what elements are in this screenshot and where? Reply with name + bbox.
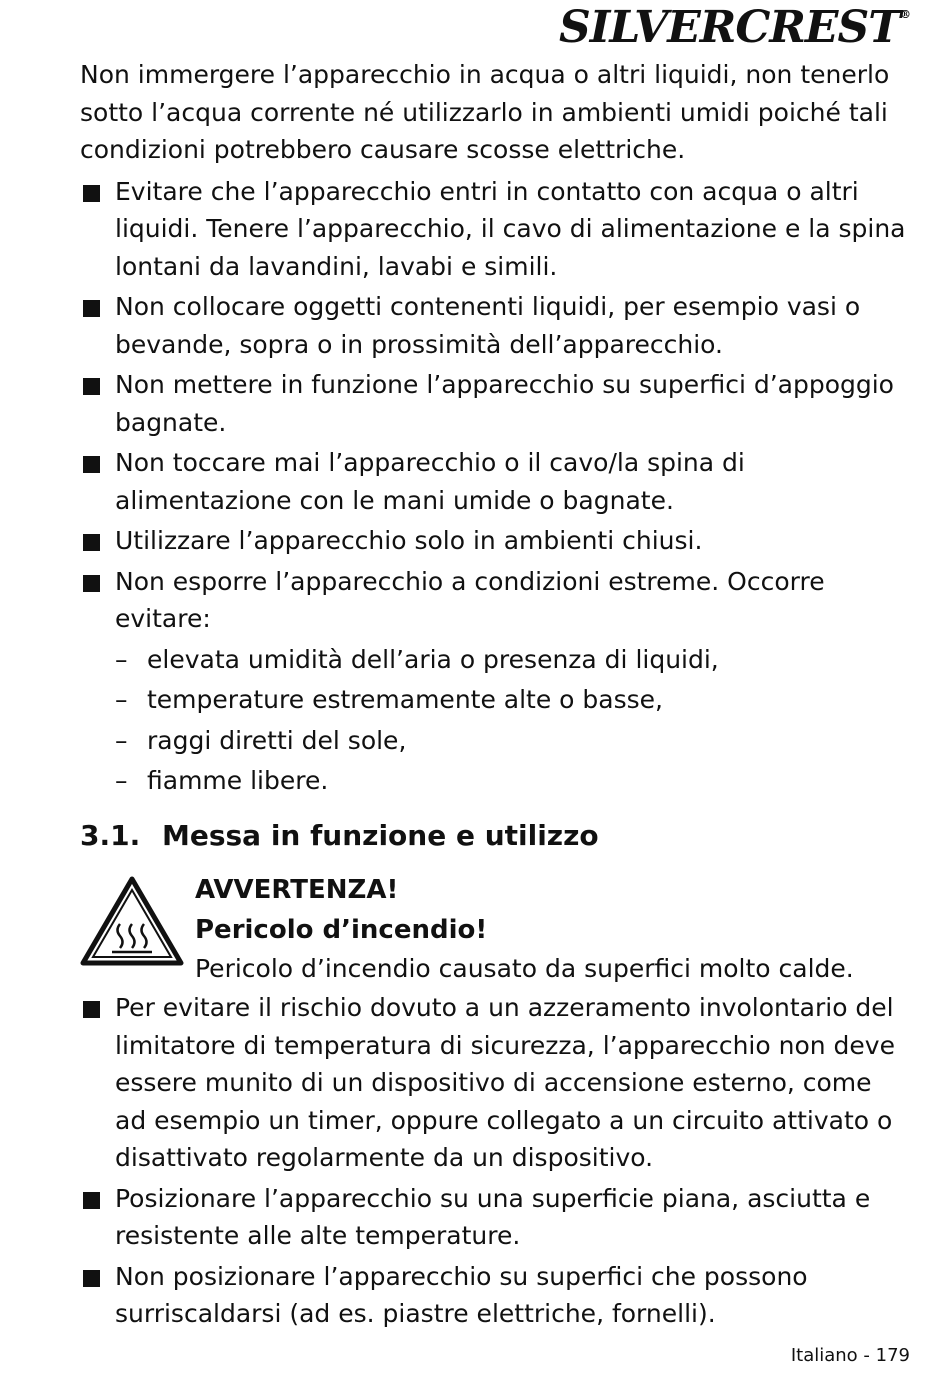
square-bullet-icon	[83, 1001, 100, 1018]
bullet-list-operation	[80, 989, 910, 1333]
list-item-text: Non posizionare l’apparecchio su superfici che possono surriscaldarsi (ad es. piastre elettriche, fornelli).	[115, 1261, 808, 1328]
list-item-text: Posizionare l’apparecchio su una superficie piana, asciutta e resistente alle alte temperature.	[115, 1183, 871, 1250]
square-bullet-icon	[83, 575, 100, 592]
square-bullet-icon	[83, 1192, 100, 1209]
list-item	[80, 173, 910, 286]
list-item	[80, 522, 910, 560]
dash-marker: –	[115, 766, 128, 795]
list-item-text: Non toccare mai l’apparecchio o il cavo/la spina di alimentazione con le mani umide o bagnate.	[115, 448, 745, 515]
list-item	[80, 1258, 910, 1333]
dash-item-text: fiamme libere.	[147, 766, 329, 795]
list-item-text: Non collocare oggetti contenenti liquidi, per esempio vasi o bevande, sopra o in prossimità dell’apparecchio.	[115, 292, 861, 359]
warning-title: AVVERTENZA!	[195, 874, 399, 905]
warning-text: Pericolo d’incendio causato da superfici molto calde.	[195, 953, 854, 983]
square-bullet-icon	[83, 378, 100, 395]
square-bullet-icon	[83, 1270, 100, 1287]
dash-marker: –	[115, 685, 128, 714]
list-item	[80, 288, 910, 363]
warning-subtitle: Pericolo d’incendio!	[195, 914, 488, 945]
dash-item	[80, 681, 910, 719]
dash-list-conditions	[80, 641, 910, 800]
section-number: 3.1.	[80, 818, 141, 852]
dash-item-text: elevata umidità dell’aria o presenza di liquidi,	[147, 644, 719, 674]
list-item-text: Evitare che l’apparecchio entri in contatto con acqua o altri liquidi. Tenere l’apparecchio, il cavo di alimentazione e la spina lontani da lavandini, lavabi e simili.	[115, 176, 906, 281]
section-heading	[80, 816, 910, 856]
intro-paragraph: Non immergere l’apparecchio in acqua o altri liquidi, non tenerlo sotto l’acqua corrente né utilizzarlo in ambienti umidi poiché tali condizioni potrebbero causare scosse elettriche.	[80, 60, 890, 164]
brand-logo-text: SILVERCREST	[559, 2, 900, 53]
list-item	[80, 1180, 910, 1255]
hot-surface-warning-icon	[80, 876, 184, 966]
dash-item	[80, 762, 910, 800]
square-bullet-icon	[83, 534, 100, 551]
brand-logo	[559, 2, 910, 53]
list-item-text: Non esporre l’apparecchio a condizioni estreme. Occorre evitare:	[115, 566, 825, 633]
list-item	[80, 444, 910, 519]
bullet-list-safety	[80, 173, 910, 638]
dash-marker: –	[115, 644, 128, 674]
warning-block	[80, 870, 910, 988]
list-item	[80, 989, 910, 1177]
dash-item	[80, 722, 910, 760]
dash-item	[80, 641, 910, 679]
page-footer: Italiano - 179	[790, 1345, 910, 1366]
registered-mark: ®	[900, 8, 910, 21]
dash-item-text: raggi diretti del sole,	[147, 725, 407, 755]
dash-item-text: temperature estremamente alte o basse,	[147, 685, 663, 714]
list-item	[80, 563, 910, 638]
dash-marker: –	[115, 725, 128, 755]
list-item-text: Utilizzare l’apparecchio solo in ambienti chiusi.	[115, 526, 703, 555]
list-item-text: Per evitare il rischio dovuto a un azzeramento involontario del limitatore di temperatura di sicurezza, l’apparecchio non deve essere munito di un dispositivo di accensione esterno, come ad esempio un timer, oppure collegato a un circuito attivato o disattivato regolarmente da un dispositivo.	[115, 993, 895, 1172]
section-title: Messa in funzione e utilizzo	[162, 818, 599, 852]
list-item-text: Non mettere in funzione l’apparecchio su superfici d’appoggio bagnate.	[115, 370, 894, 437]
page-content	[80, 56, 910, 1336]
square-bullet-icon	[83, 456, 100, 473]
list-item	[80, 366, 910, 441]
square-bullet-icon	[83, 300, 100, 317]
square-bullet-icon	[83, 185, 100, 202]
